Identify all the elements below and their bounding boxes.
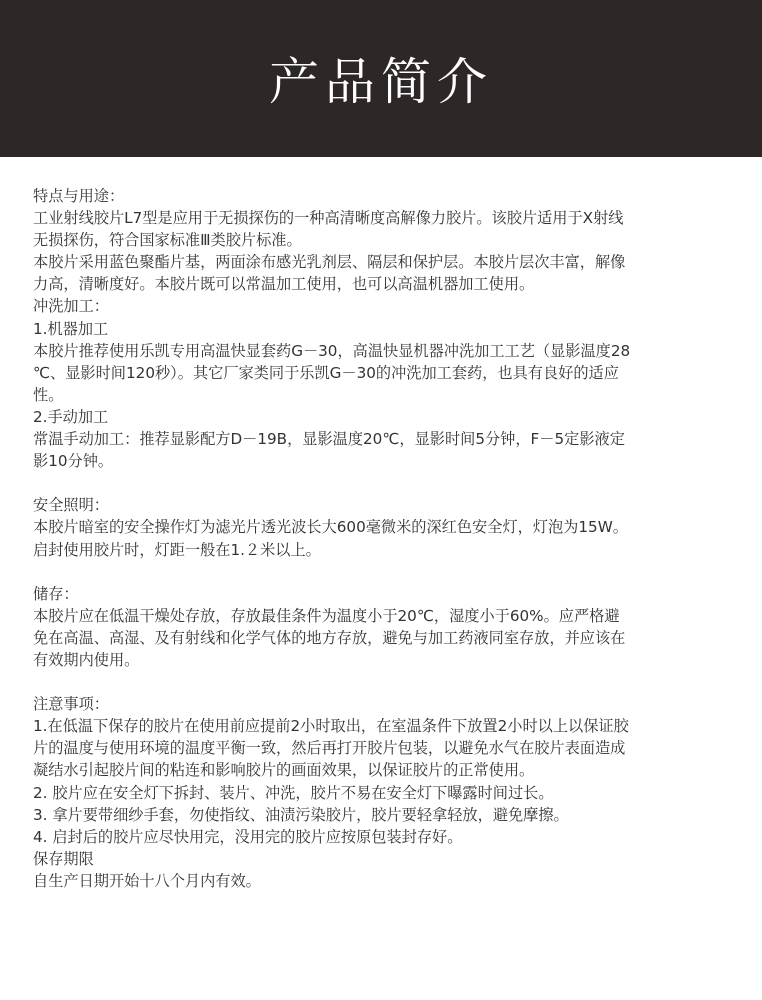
text-line: 3. 拿片要带细纱手套，勿使指纹、油渍污染胶片，胶片要轻拿轻放，避免摩擦。	[33, 805, 569, 824]
text-line: 特点与用途：	[33, 187, 125, 205]
text-line: 储存：	[33, 584, 79, 603]
text-line: 力高，清晰度好。本胶片既可以常温加工使用，也可以高温机器加工使用。	[33, 275, 535, 294]
text-line: 免在高温、高湿、及有射线和化学气体的地方存放，避免与加工药液同室存放，并应该在	[33, 628, 626, 647]
text-line: 本胶片暗室的安全操作灯为滤光片透光波长大600毫微米的深红色安全灯，灯泡为15W。	[33, 518, 628, 537]
text-line: 有效期内使用。	[33, 650, 140, 669]
product-description	[33, 185, 733, 892]
header-banner	[0, 0, 762, 157]
text-line: 冲洗加工：	[33, 297, 109, 316]
text-line: 2.手动加工	[33, 407, 109, 426]
text-line: 4. 启封后的胶片应尽快用完，没用完的胶片应按原包装封存好。	[33, 827, 463, 846]
text-line: 性。	[33, 385, 64, 404]
text-line: 凝结水引起胶片间的粘连和影响胶片的画面效果，以保证胶片的正常使用。	[33, 761, 535, 780]
text-line: 1.在低温下保存的胶片在使用前应提前2小时取出，在室温条件下放置2小时以上以保证胶	[33, 717, 629, 736]
text-line: 工业射线胶片L7型是应用于无损探伤的一种高清晰度高解像力胶片。该胶片适用于X射线	[33, 209, 624, 228]
text-line: 自生产日期开始十八个月内有效。	[33, 871, 261, 890]
text-line: 本胶片推荐使用乐凯专用高温快显套药G－30，高温快显机器冲洗加工工艺（显影温度28	[33, 341, 631, 360]
text-line: 本胶片应在低温干燥处存放，存放最佳条件为温度小于20℃，湿度小于60%。应严格避	[33, 606, 620, 625]
text-line: 保存期限	[33, 849, 94, 868]
text-line: 片的温度与使用环境的温度平衡一致，然后再打开胶片包装，以避免水气在胶片表面造成	[33, 739, 626, 758]
text-line: 2. 胶片应在安全灯下拆封、装片、冲洗，胶片不易在安全灯下曝露时间过长。	[33, 783, 554, 802]
spacer	[33, 671, 733, 693]
text-line: 安全照明：	[33, 496, 109, 515]
page-title: 产品简介	[269, 53, 493, 111]
text-line: 启封使用胶片时，灯距一般在1.２米以上。	[33, 540, 321, 559]
text-line: 注意事项：	[33, 695, 109, 714]
spacer	[33, 561, 733, 583]
text-line: 常温手动加工：推荐显影配方D－19B，显影温度20℃，显影时间5分钟，F－5定影液定	[33, 430, 625, 449]
spacer	[33, 472, 733, 494]
text-line: 影10分钟。	[33, 452, 114, 471]
text-line: 1.机器加工	[33, 319, 109, 338]
text-line: 无损探伤，符合国家标准Ⅲ类胶片标准。	[33, 231, 302, 250]
text-line: 本胶片采用蓝色聚酯片基，两面涂布感光乳剂层、隔层和保护层。本胶片层次丰富，解像	[33, 253, 626, 272]
text-line: ℃、显影时间120秒）。其它厂家类同于乐凯G－30的冲洗加工套药，也具有良好的适应	[33, 363, 619, 382]
